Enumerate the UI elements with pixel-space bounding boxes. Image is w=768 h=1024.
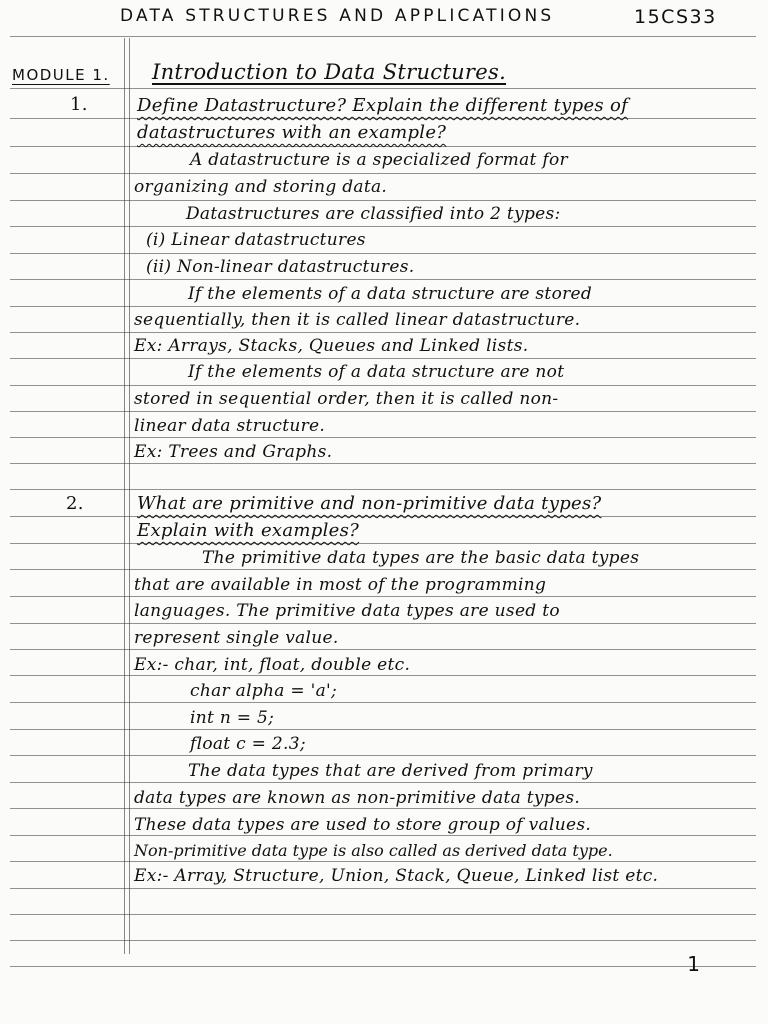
ruled-line	[10, 782, 756, 783]
ruled-line	[10, 543, 756, 544]
q1-question-line1: Define Datastructure? Explain the different types of	[137, 95, 629, 116]
q2-line: data types are known as non-primitive data types.	[134, 788, 581, 808]
q2-question-line2: Explain with examples?	[137, 520, 360, 541]
ruled-line	[10, 755, 756, 756]
q2-line: The data types that are derived from primary	[188, 761, 593, 781]
q2-line: These data types are used to store group of values.	[134, 815, 592, 835]
q1-question-line2: datastructures with an example?	[137, 122, 447, 143]
ruled-line	[10, 888, 756, 889]
q2-line: The primitive data types are the basic data types	[202, 548, 640, 568]
q1-line: organizing and storing data.	[134, 177, 388, 197]
ruled-line	[10, 569, 756, 570]
q2-line: represent single value.	[134, 628, 339, 648]
ruled-line	[10, 702, 756, 703]
ruled-line	[10, 36, 756, 37]
ruled-line	[10, 253, 756, 254]
ruled-line	[10, 463, 756, 464]
q2-line: Non-primitive data type is also called as derived data type.	[134, 841, 613, 860]
q1-line: stored in sequential order, then it is called non-	[134, 389, 559, 409]
ruled-line	[10, 729, 756, 730]
ruled-line	[10, 596, 756, 597]
margin-line-right	[129, 38, 130, 954]
ruled-line	[10, 88, 756, 89]
q1-line: (i) Linear datastructures	[146, 230, 366, 250]
course-title: DATA STRUCTURES AND APPLICATIONS	[120, 6, 555, 26]
q1-line: If the elements of a data structure are not	[188, 362, 565, 382]
q1-line: (ii) Non-linear datastructures.	[146, 257, 415, 277]
ruled-line	[10, 940, 756, 941]
margin-line-left	[124, 38, 125, 954]
ruled-line	[10, 173, 756, 174]
ruled-line	[10, 146, 756, 147]
q1-line: If the elements of a data structure are stored	[188, 284, 593, 304]
ruled-line	[10, 200, 756, 201]
q1-line: A datastructure is a specialized format for	[190, 150, 568, 170]
q2-number: 2.	[66, 493, 84, 514]
q2-line: Ex:- Array, Structure, Union, Stack, Queue, Linked list etc.	[134, 866, 659, 886]
ruled-line	[10, 306, 756, 307]
ruled-line	[10, 332, 756, 333]
ruled-line	[10, 279, 756, 280]
ruled-line	[10, 675, 756, 676]
page-number: 1	[687, 952, 700, 976]
ruled-line	[10, 118, 756, 119]
ruled-line	[10, 623, 756, 624]
ruled-line	[10, 914, 756, 915]
ruled-line	[10, 808, 756, 809]
module-label: MODULE 1.	[12, 66, 110, 84]
q2-line: languages. The primitive data types are used to	[134, 601, 560, 621]
q2-question-line1: What are primitive and non-primitive data types?	[137, 493, 602, 514]
q1-line: Ex: Arrays, Stacks, Queues and Linked lists.	[134, 336, 529, 356]
ruled-line	[10, 861, 756, 862]
ruled-line	[10, 516, 756, 517]
q2-code-line: int n = 5;	[190, 708, 275, 728]
q2-line: Ex:- char, int, float, double etc.	[134, 655, 411, 675]
ruled-line	[10, 835, 756, 836]
ruled-line	[10, 411, 756, 412]
q1-line: linear data structure.	[134, 416, 326, 436]
q2-code-line: char alpha = 'a';	[190, 681, 338, 701]
q1-line: Datastructures are classified into 2 types:	[186, 204, 561, 224]
ruled-line	[10, 226, 756, 227]
ruled-line	[10, 385, 756, 386]
module-title: Introduction to Data Structures.	[152, 60, 507, 84]
ruled-line	[10, 489, 756, 490]
ruled-line	[10, 437, 756, 438]
ruled-line	[10, 966, 756, 967]
ruled-line	[10, 358, 756, 359]
course-code: 15CS33	[634, 6, 717, 28]
q1-line: sequentially, then it is called linear datastructure.	[134, 310, 581, 330]
ruled-line	[10, 649, 756, 650]
q2-line: that are available in most of the programming	[134, 575, 547, 595]
q1-number: 1.	[70, 94, 88, 115]
q1-line: Ex: Trees and Graphs.	[134, 442, 333, 462]
q2-code-line: float c = 2.3;	[190, 734, 306, 754]
